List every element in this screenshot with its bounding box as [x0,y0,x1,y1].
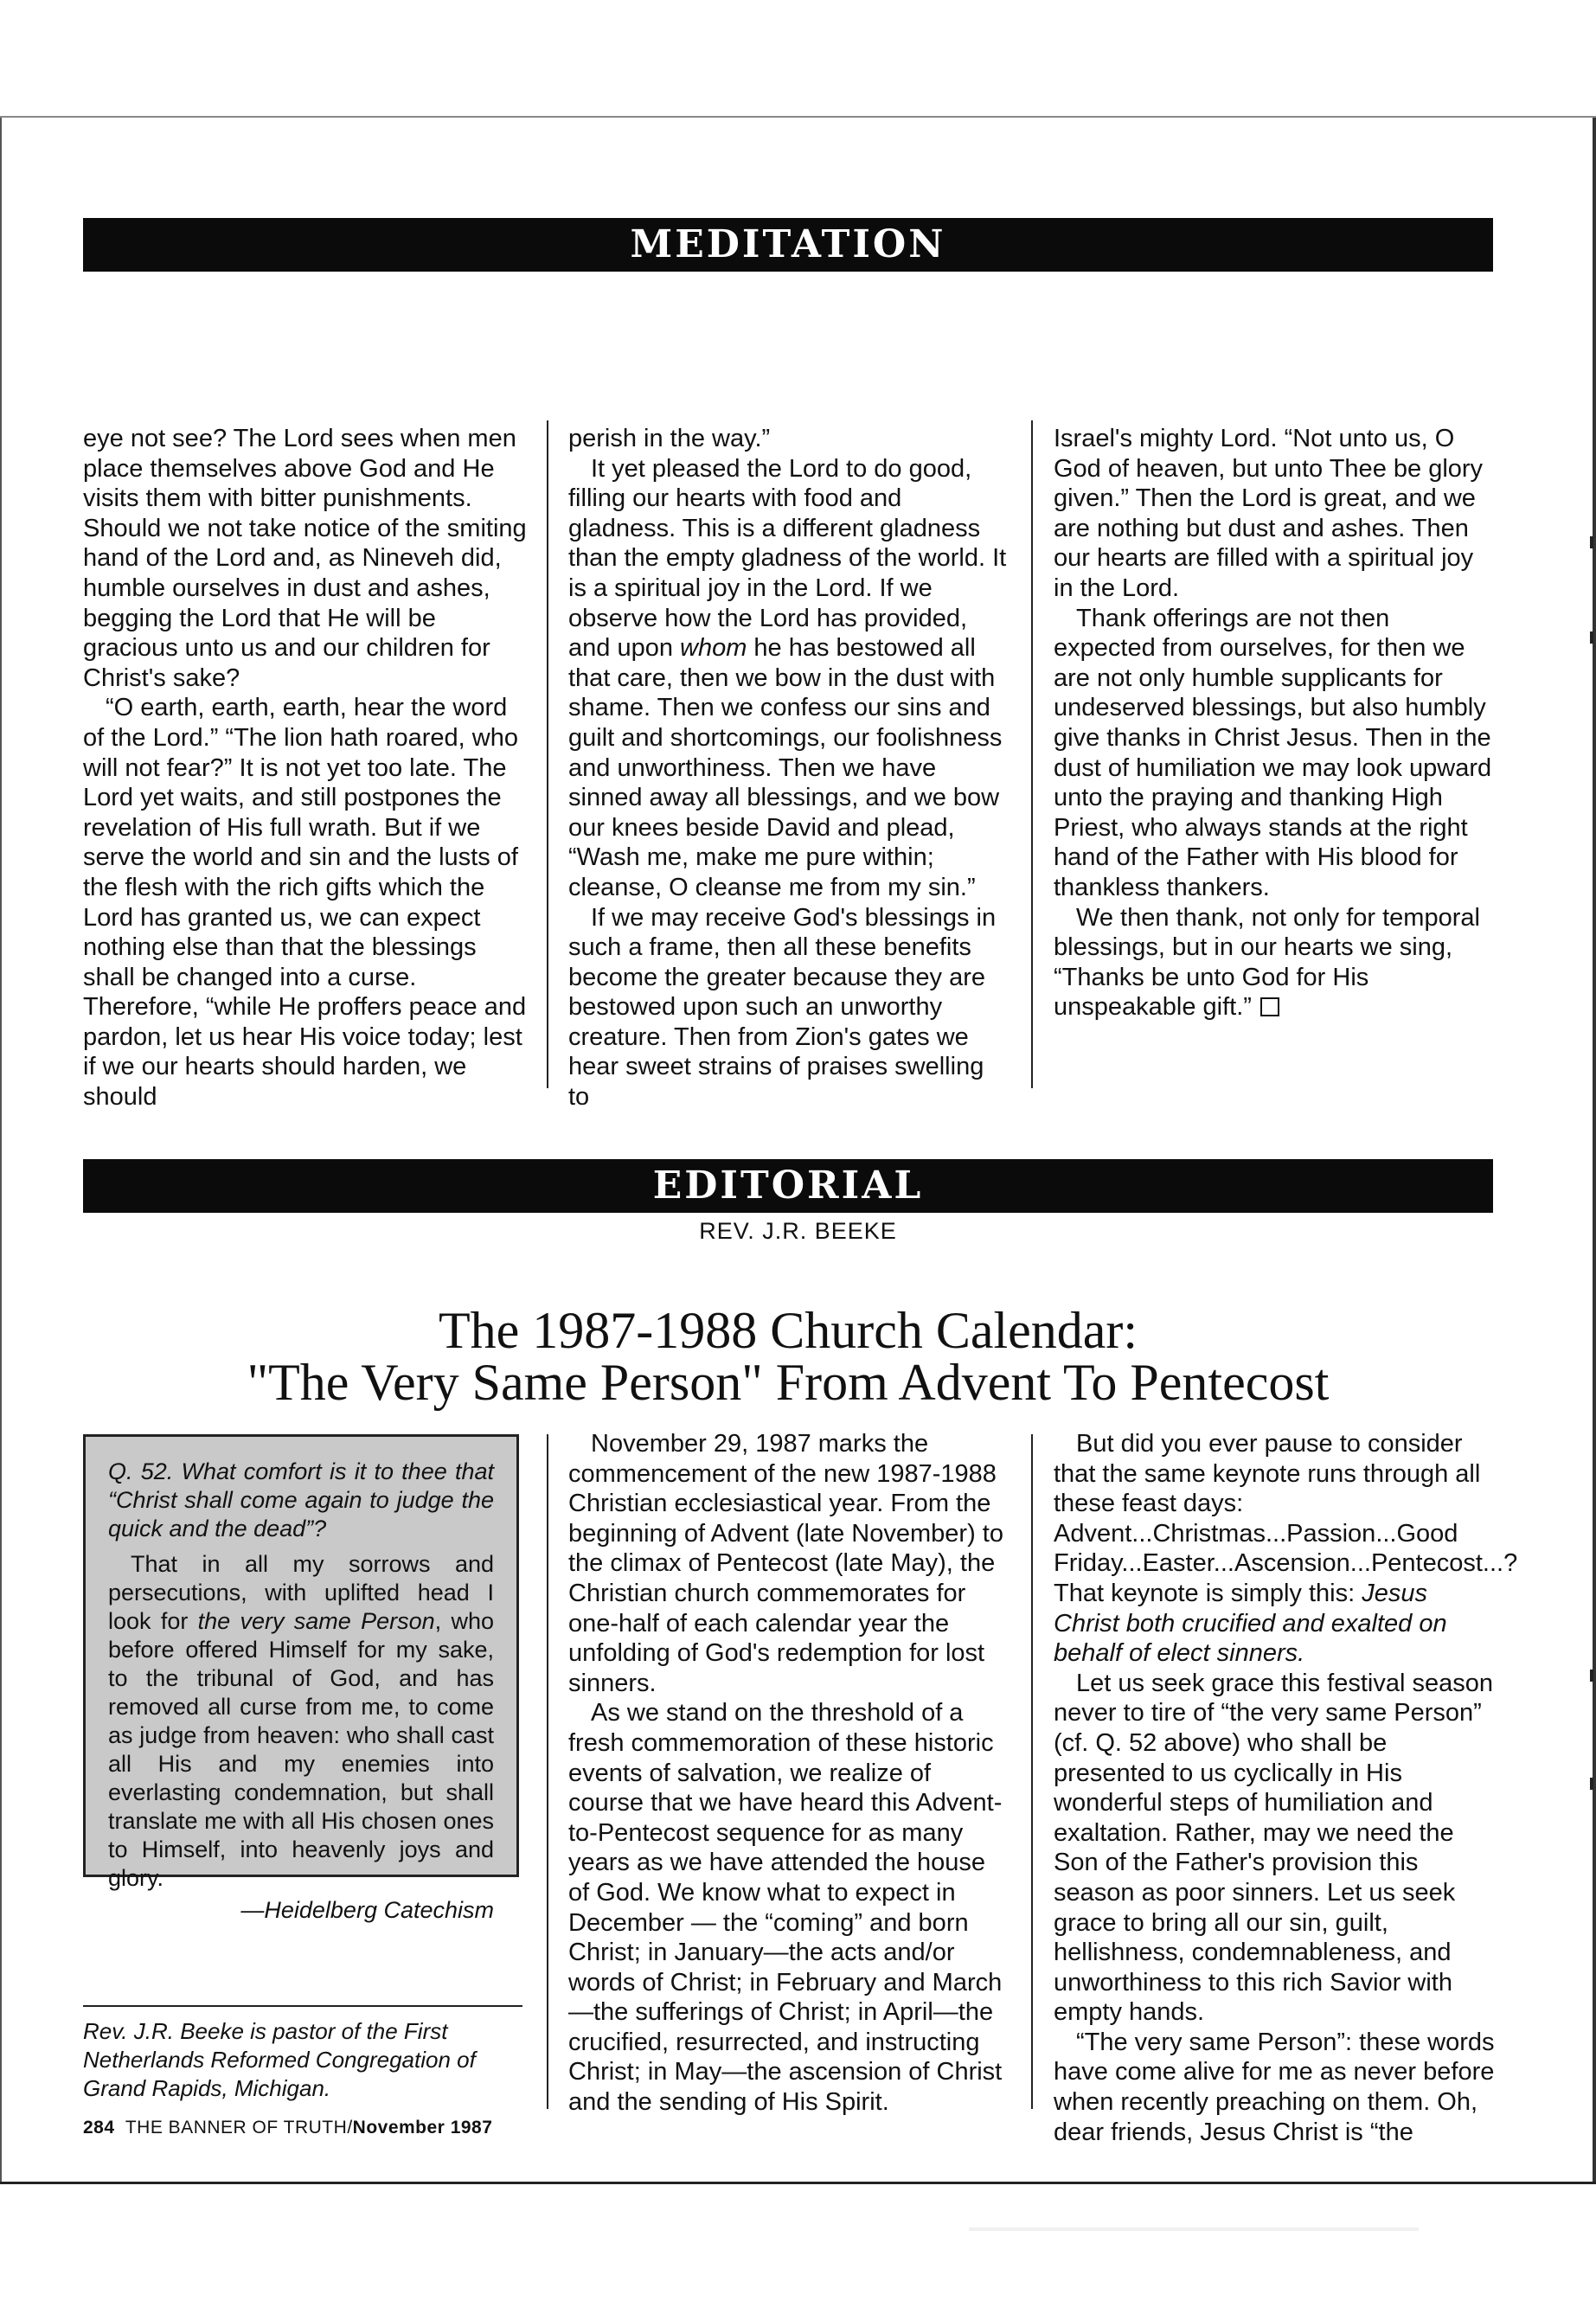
paragraph: eye not see? The Lord sees when men place themselves above God and He visits them with bitter punishments. Should we not take notice of the smiting hand of the Lord and, as Nineveh did, humble ourselves in dust and ashes, begging the Lord that He will be gracious unto us and our children for Christ's sake? [83,425,527,692]
paragraph: We then thank, not only for temporal blessings, but in our hearts we sing, “Thanks be unto God for His unspeakable gift.” [1054,903,1480,1022]
catechism-box [83,1434,519,1923]
editorial-column-2 [568,1429,1010,2118]
editorial-banner: EDITORIAL [83,1159,1493,1213]
paragraph: But did you ever pause to consider that the same keynote runs through all these feast days: Advent...Christmas...Passion...Good Friday...Easter...Ascension...Pentecost...? That keynote is simply this: Jesus Christ both crucified and exalted on behalf of elect sinners. [1054,1430,1518,1668]
edge-tick [1590,1670,1593,1682]
catechism-question: Q. 52. What comfort is it to thee that “Christ shall come again to judge the quick and the dead”? [108,1458,494,1541]
meditation-column-2 [568,424,1010,1112]
page-number: 284 [83,2118,115,2138]
editorial-column-3 [1054,1429,1518,2147]
paragraph: It yet pleased the Lord to do good, filling our hearts with food and gladness. This is a different gladness than the empty gladness of the world. It is a spiritual joy in the Lord. If we observe how the Lord has provided, and upon whom he has bestowed all that care, then we bow in the dust with shame. Then we confess our sins and guilt and shortcomings, our foolishness and unworthiness. Then we have sinned away all blessings, and we bow our knees beside David and plead, “Wash me, make me pure within; cleanse, O cleanse me from my sin.” [568,454,1007,901]
column-divider [1031,1434,1033,2109]
magazine-name: THE BANNER OF TRUTH [125,2118,348,2138]
column-divider [1031,420,1033,1088]
catechism-answer: That in all my sorrows and persecutions, with uplifted head I look for the very same Person, who before offered Himself for my sake, to the tribunal of God, and has removed all curse from me, to come as judge from heaven: who shall cast all His and my enemies into everlasting condemnation, but shall translate me with all His chosen ones to Himself, into heavenly joys and glory. [108,1551,494,1891]
paragraph: Thank offerings are not then expected from ourselves, for then we are not only humble supplicants for undeserved blessings, but also humbly give thanks in Christ Jesus. Then in the dust of humiliation we may look upward unto the praying and thanking High Priest, who always stands at the right hand of the Father with His blood for thankless thankers. [1054,604,1492,901]
page-edge-top [0,116,1596,118]
paragraph: Israel's mighty Lord. “Not unto us, O God of heaven, but unto Thee be glory given.” Then the Lord is great, and we are nothing but dust and ashes. Then our hearts are filled with a spiritual joy in the Lord. [1054,425,1484,602]
scan-artifact [969,2227,1419,2231]
column-divider [547,420,548,1088]
page-edge-left [0,118,2,2182]
paragraph: Let us seek grace this festival season never to tire of “the very same Person” (cf. Q. 52 above) who shall be presented to us cyclically in His wonderful steps of humiliation and exaltation. Rather, may we need the Son of the Father's provision this season as poor sinners. Let us seek grace to bring all our sin, guilt, hellishness, condemnableness, and unworthiness to this rich Savior with empty hands. [1054,1669,1493,2027]
paragraph: November 29, 1987 marks the commencement of the new 1987-1988 Christian ecclesiastical year. From the beginning of Advent (late November) to the climax of Pentecost (late May), the Christian church commemorates for one-half of each calendar year the unfolding of God's redemption for lost sinners. [568,1430,1003,1697]
author-bio: Rev. J.R. Beeke is pastor of the First Netherlands Reformed Congregation of Grand Rapids, Michigan. [83,2018,476,2101]
paragraph: “The very same Person”: these words have come alive for me as never before when recently preaching on them. Oh, dear friends, Jesus Christ is “the [1054,2028,1495,2146]
meditation-column-3 [1054,424,1495,1022]
edge-tick [1590,631,1593,644]
byline: REV. J.R. BEEKE [699,1218,897,1244]
headline-line-2: "The Very Same Person" From Advent To Pentecost [247,1354,1330,1411]
paragraph: perish in the way.” [568,425,771,452]
bio-rule [83,2005,522,2007]
page-edge-right [1593,118,1596,2182]
meditation-banner: MEDITATION [83,218,1493,272]
paragraph: As we stand on the threshold of a fresh commemoration of these historic events of salvation, we realize of course that we have heard this Advent-to-Pentecost sequence for as many years as we have attended the house of God. We know what to expect in December — the “coming” and born Christ; in January—the acts and/or words of Christ; in February and March—the sufferings of Christ; in April—the crucified, resurrected, and instructing Christ; in May—the ascension of Christ and the sending of His Spirit. [568,1699,1003,2117]
column-divider [547,1434,548,2109]
page-footer: 284 THE BANNER OF TRUTH/November 1987 [83,2118,493,2138]
paragraph: “O earth, earth, earth, hear the word of the Lord.” “The lion hath roared, who will not fear?” It is not yet too late. The Lord yet waits, and still postpones the revelation of His full wrath. But if we serve the world and sin and the lusts of the flesh with the rich gifts which the Lord has granted us, we can expect nothing else than that the blessings shall be changed into a curse. Therefore, “while He proffers peace and pardon, let us hear His voice today; lest if we our hearts should harden, we should [83,694,527,1112]
paragraph: If we may receive God's blessings in such a frame, then all these benefits become the greater because they are bestowed upon such an unworthy creature. Then from Zion's gates we hear sweet strains of praises swelling to [568,903,997,1112]
end-of-article-mark [1260,997,1279,1016]
issue-date: November 1987 [352,2118,493,2138]
edge-tick [1590,1778,1593,1790]
headline-line-1: The 1987-1988 Church Calendar: [438,1302,1138,1359]
page-edge-bottom [0,2182,1596,2184]
catechism-source: —Heidelberg Catechism [240,1897,494,1923]
edge-tick [1590,536,1593,548]
meditation-column-1 [83,424,529,1112]
